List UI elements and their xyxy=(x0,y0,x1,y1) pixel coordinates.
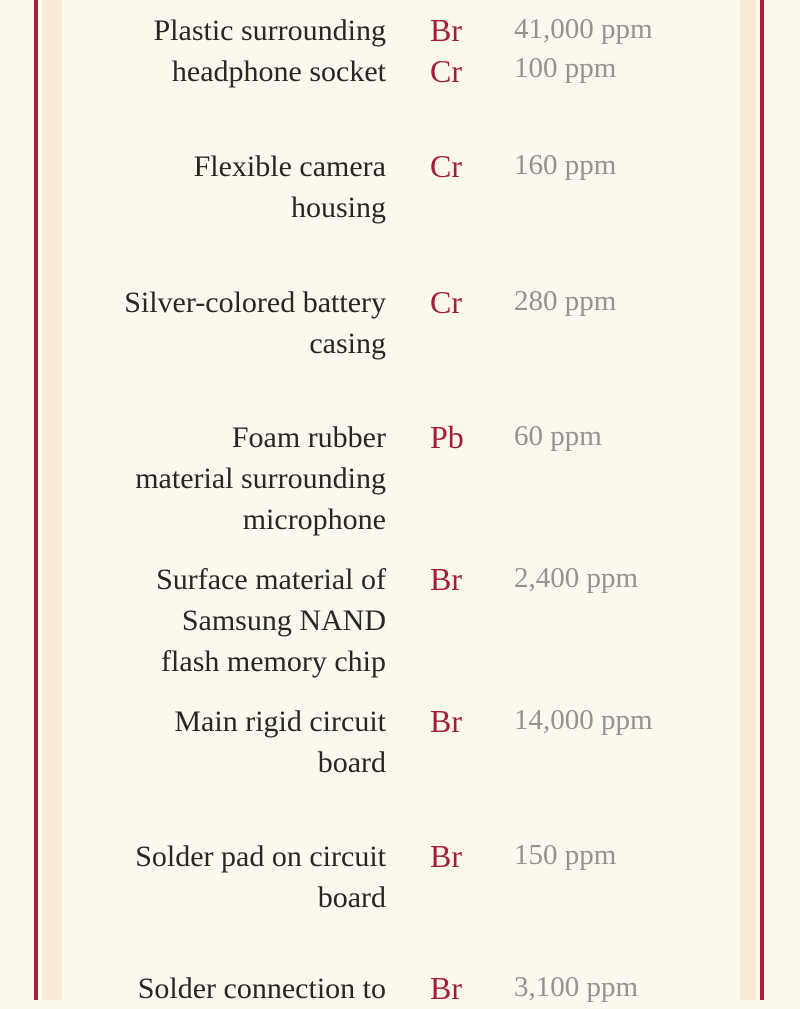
element-symbol: Cr xyxy=(430,53,462,89)
component-name xyxy=(66,559,386,682)
component-name xyxy=(66,146,386,228)
chemical-element xyxy=(430,559,490,600)
element-symbol: Br xyxy=(430,838,462,874)
component-line: casing xyxy=(309,327,386,360)
chemical-element xyxy=(430,836,490,877)
component-line: Flexible camera xyxy=(193,150,386,183)
frame-inner-band-right xyxy=(740,0,756,1000)
element-symbol: Br xyxy=(430,970,462,1006)
frame-inner-band-left xyxy=(42,0,62,1000)
concentration xyxy=(514,282,734,321)
concentration-value: 14,000 ppm xyxy=(514,704,653,736)
element-symbol: Cr xyxy=(430,284,462,320)
component-line: Foam rubber xyxy=(231,421,386,454)
component-chemical-table xyxy=(62,0,740,1006)
concentration-value: 100 ppm xyxy=(514,52,617,84)
concentration xyxy=(514,417,734,456)
chemical-element xyxy=(430,968,490,1009)
chemical-element xyxy=(430,10,490,92)
component-line: Solder pad on circuit xyxy=(135,840,386,873)
element-symbol: Cr xyxy=(430,148,462,184)
concentration-value: 3,100 ppm xyxy=(514,971,639,1003)
element-symbol: Br xyxy=(430,703,462,739)
component-line: Silver-colored battery xyxy=(124,286,386,319)
element-symbol: Br xyxy=(430,561,462,597)
concentration-value: 160 ppm xyxy=(514,149,617,181)
chemical-element xyxy=(430,282,490,323)
chemical-element xyxy=(430,701,490,742)
component-line: housing xyxy=(290,191,386,224)
concentration xyxy=(514,701,734,740)
component-line: Main rigid circuit xyxy=(174,705,386,738)
frame-border-left xyxy=(34,0,38,1000)
component-line: Solder connection to xyxy=(137,972,386,1005)
chemical-element xyxy=(430,417,490,458)
component-name xyxy=(66,417,386,540)
concentration xyxy=(514,836,734,875)
component-line: board xyxy=(317,746,386,779)
component-line: Plastic surrounding xyxy=(153,14,386,47)
component-line: material surrounding xyxy=(135,462,386,495)
component-line: board xyxy=(317,881,386,914)
concentration-value: 2,400 ppm xyxy=(514,562,639,594)
component-name xyxy=(66,836,386,918)
component-line: Surface material of xyxy=(156,563,386,596)
concentration-value: 60 ppm xyxy=(514,420,602,452)
chemical-element xyxy=(430,146,490,187)
concentration xyxy=(514,10,734,88)
concentration-value: 280 ppm xyxy=(514,285,617,317)
component-name xyxy=(66,968,386,1009)
concentration-value: 41,000 ppm xyxy=(514,13,653,45)
component-line: Samsung NAND xyxy=(181,604,386,637)
component-line: flash memory chip xyxy=(161,645,386,678)
frame-border-right xyxy=(760,0,764,1000)
element-symbol: Pb xyxy=(430,419,464,455)
component-name xyxy=(66,282,386,364)
component-name xyxy=(66,10,386,92)
component-name xyxy=(66,701,386,783)
component-line: microphone xyxy=(242,503,386,536)
concentration-value: 150 ppm xyxy=(514,839,617,871)
concentration xyxy=(514,968,734,1007)
concentration xyxy=(514,559,734,598)
element-symbol: Br xyxy=(430,12,462,48)
concentration xyxy=(514,146,734,185)
component-line: headphone socket xyxy=(171,55,386,88)
